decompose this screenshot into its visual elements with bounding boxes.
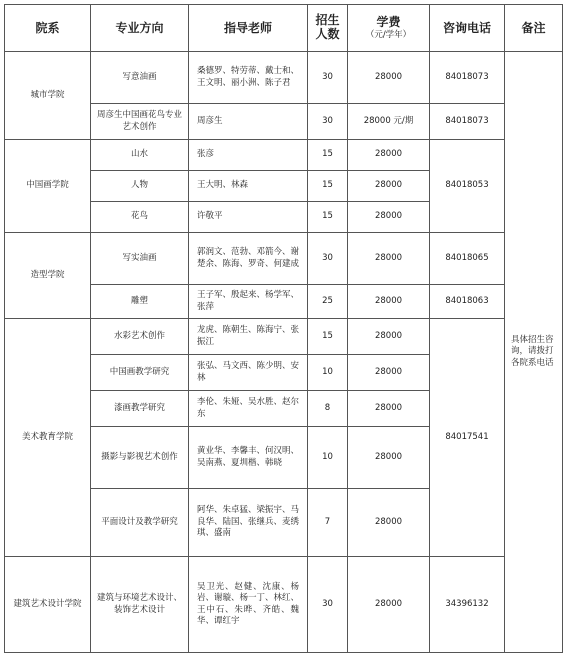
teachers-cell: 吴卫光、赵健、沈康、杨岩、谢璇、杨一丁、林红、王中石、朱晔、齐皓、魏华、谭红宇 <box>189 557 308 653</box>
college-cell: 城市学院 <box>5 52 91 140</box>
phone-cell: 84018073 <box>430 104 505 140</box>
fee-cell: 28000 <box>348 202 430 233</box>
table-row <box>5 140 563 171</box>
major-cell: 中国画教学研究 <box>91 355 189 391</box>
enrollment-table-container <box>4 4 563 653</box>
teachers-cell: 龙虎、陈朝生、陈海宁、张振江 <box>189 319 308 355</box>
phone-cell: 84017541 <box>430 319 505 557</box>
count-cell: 15 <box>308 171 348 202</box>
count-cell: 25 <box>308 285 348 319</box>
count-cell: 8 <box>308 391 348 427</box>
college-cell: 美术教育学院 <box>5 319 91 557</box>
header-teachers: 指导老师 <box>189 5 308 52</box>
count-cell: 15 <box>308 202 348 233</box>
header-fee <box>348 5 430 52</box>
major-cell: 漆画教学研究 <box>91 391 189 427</box>
fee-cell: 28000 <box>348 489 430 557</box>
count-cell: 10 <box>308 427 348 489</box>
college-cell: 中国画学院 <box>5 140 91 233</box>
fee-cell: 28000 <box>348 233 430 285</box>
table-row <box>5 557 563 653</box>
teachers-cell: 周彦生 <box>189 104 308 140</box>
count-cell: 15 <box>308 140 348 171</box>
fee-cell: 28000 <box>348 355 430 391</box>
teachers-cell: 黄业华、李馨丰、何汉明、吴南燕、夏圳楷、韩晓 <box>189 427 308 489</box>
college-cell: 建筑艺术设计学院 <box>5 557 91 653</box>
phone-cell: 84018073 <box>430 52 505 104</box>
note-cell: 具体招生咨询，请拨打各院系电话 <box>505 52 563 653</box>
enrollment-table <box>4 4 563 653</box>
major-cell: 建筑与环境艺术设计、装饰艺术设计 <box>91 557 189 653</box>
header-college: 院系 <box>5 5 91 52</box>
major-cell: 水彩艺术创作 <box>91 319 189 355</box>
count-cell: 7 <box>308 489 348 557</box>
major-cell: 写意油画 <box>91 52 189 104</box>
header-note: 备注 <box>505 5 563 52</box>
major-cell: 花鸟 <box>91 202 189 233</box>
major-cell: 周彦生中国画花鸟专业艺术创作 <box>91 104 189 140</box>
fee-cell: 28000 <box>348 391 430 427</box>
fee-cell: 28000 <box>348 427 430 489</box>
fee-cell: 28000 <box>348 285 430 319</box>
college-cell: 造型学院 <box>5 233 91 319</box>
count-cell: 30 <box>308 52 348 104</box>
table-row <box>5 233 563 285</box>
fee-cell: 28000 元/期 <box>348 104 430 140</box>
teachers-cell: 桑德罗、特劳蒂、戴士和、王文明、丽小洲、陈子君 <box>189 52 308 104</box>
header-fee-label: 学费 <box>376 15 401 30</box>
table-row <box>5 52 563 104</box>
count-cell: 30 <box>308 104 348 140</box>
teachers-cell: 王子军、殷起来、杨学军、张萍 <box>189 285 308 319</box>
fee-cell: 28000 <box>348 557 430 653</box>
major-cell: 山水 <box>91 140 189 171</box>
fee-cell: 28000 <box>348 319 430 355</box>
teachers-cell: 郭润文、范勃、邓箭今、谢楚余、陈海、罗奇、何建成 <box>189 233 308 285</box>
header-major: 专业方向 <box>91 5 189 52</box>
header-fee-unit: （元/学年） <box>365 30 412 41</box>
count-cell: 10 <box>308 355 348 391</box>
phone-cell: 84018063 <box>430 285 505 319</box>
phone-cell: 34396132 <box>430 557 505 653</box>
phone-cell: 84018053 <box>430 140 505 233</box>
teachers-cell: 阿华、朱卓猛、梁振宇、马良华、陆国、张继兵、麦绣琪、盛南 <box>189 489 308 557</box>
teachers-cell: 张彦 <box>189 140 308 171</box>
major-cell: 平面设计及教学研究 <box>91 489 189 557</box>
table-row <box>5 319 563 355</box>
count-cell: 30 <box>308 233 348 285</box>
major-cell: 雕塑 <box>91 285 189 319</box>
fee-cell: 28000 <box>348 171 430 202</box>
teachers-cell: 张弘、马文西、陈少明、安林 <box>189 355 308 391</box>
major-cell: 写实油画 <box>91 233 189 285</box>
count-cell: 30 <box>308 557 348 653</box>
teachers-cell: 许敬平 <box>189 202 308 233</box>
header-enrollment: 招生人数 <box>308 5 348 52</box>
phone-cell: 84018065 <box>430 233 505 285</box>
teachers-cell: 王大明、林森 <box>189 171 308 202</box>
header-row <box>5 5 563 52</box>
fee-cell: 28000 <box>348 140 430 171</box>
fee-cell: 28000 <box>348 52 430 104</box>
major-cell: 人物 <box>91 171 189 202</box>
header-phone: 咨询电话 <box>430 5 505 52</box>
major-cell: 摄影与影视艺术创作 <box>91 427 189 489</box>
teachers-cell: 李伦、朱娅、吴水胜、赵尔东 <box>189 391 308 427</box>
count-cell: 15 <box>308 319 348 355</box>
